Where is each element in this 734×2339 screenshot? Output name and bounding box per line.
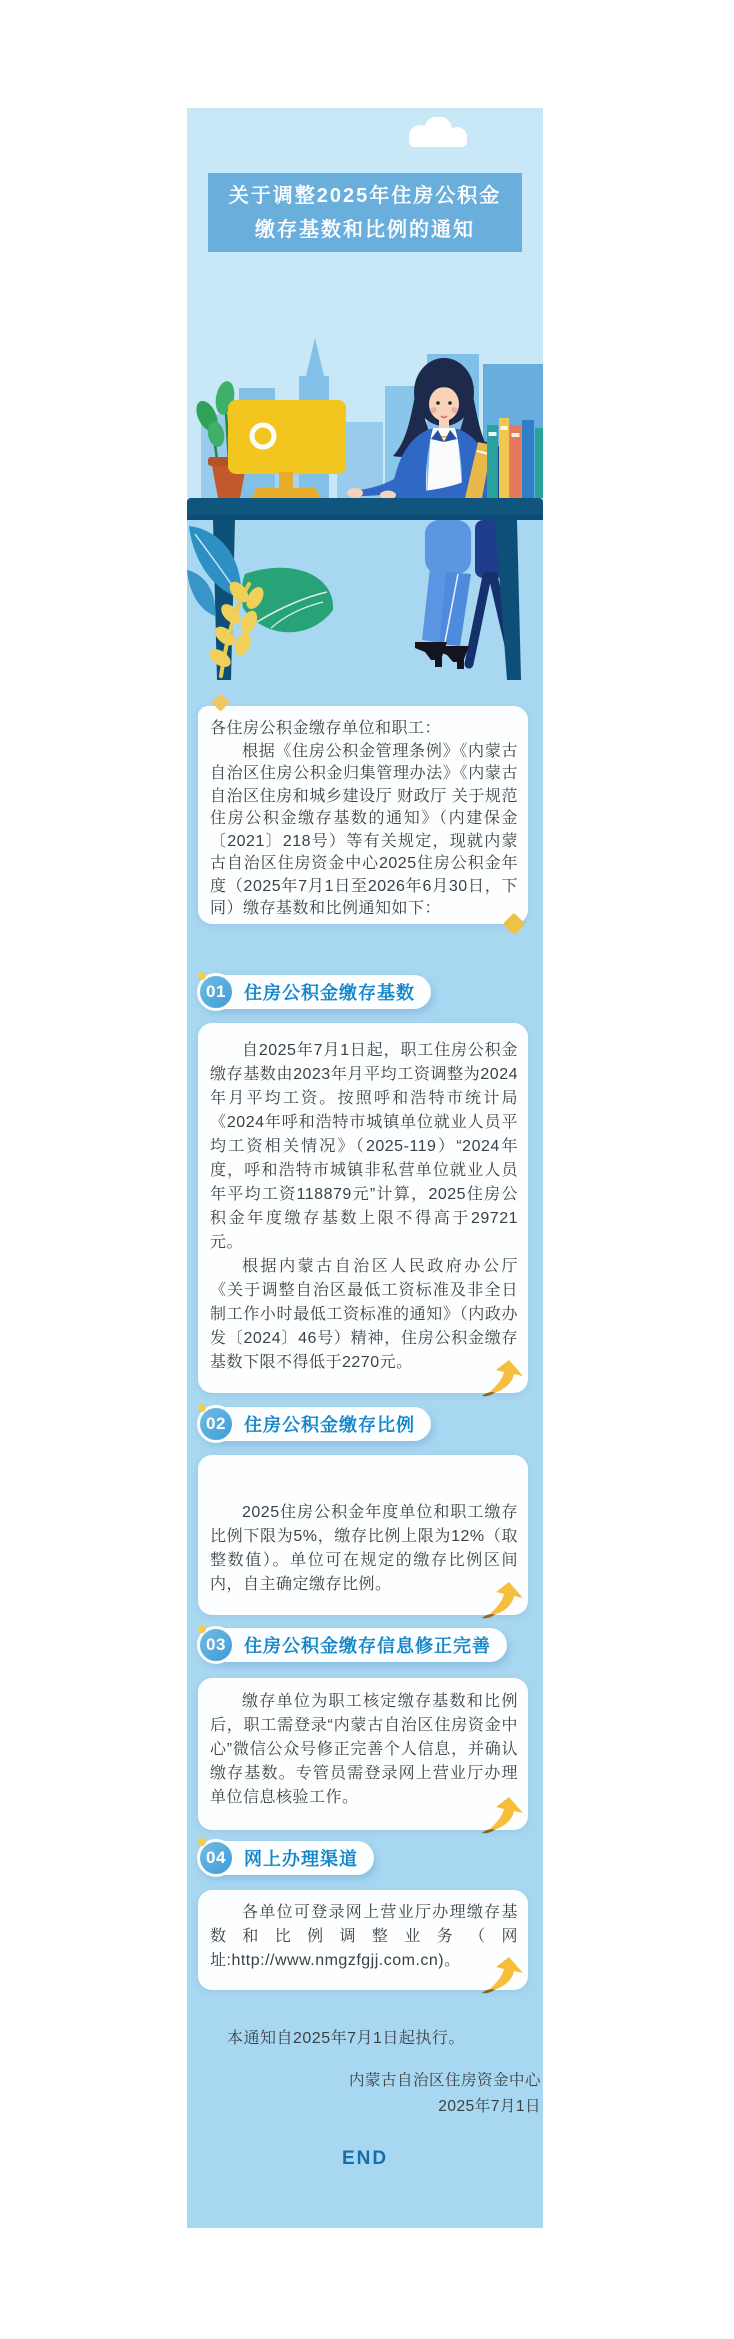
signature-block [187, 2068, 543, 2120]
title-line-2: 缴存基数和比例的通知 [255, 218, 475, 241]
section-04-badge [197, 1839, 235, 1877]
section-01-title: 住房公积金缴存基数 [244, 983, 415, 1003]
section-03-header [198, 1628, 507, 1662]
intro-card [198, 706, 528, 924]
cloud-icon [400, 117, 480, 149]
section-01-header [198, 975, 431, 1009]
gold-dot-icon [198, 972, 206, 980]
section-04-title: 网上办理渠道 [244, 1849, 358, 1869]
poster-column [187, 108, 543, 2228]
intro-salutation: 各住房公积金缴存单位和职工： [210, 720, 442, 737]
section-04-header [198, 1841, 374, 1875]
title-banner [208, 173, 522, 252]
end-label: END [341, 2148, 389, 2169]
arrow-up-icon [478, 1358, 524, 1398]
issuing-authority: 内蒙古自治区住房资金中心 [348, 2072, 541, 2089]
section-03-number: 03 [206, 1635, 226, 1654]
section-01-para-1: 自2025年7月1日起，职工住房公积金缴存基数由2023年月平均工资调整为2024年月平均工资。按照呼和浩特市统计局《2024年呼和浩特市城镇单位就业人员平均工资相关情况》（2025-119）“2024年度，呼和浩特市城镇非私营单位就业人员年平均工资118879元”计算，2025住房公积金年度缴存基数上限不得高于29721元。 [210, 1042, 518, 1251]
section-02-title: 住房公积金缴存比例 [244, 1415, 415, 1435]
effective-date-line: 本通知自2025年7月1日起执行。 [227, 2030, 465, 2047]
section-03-title: 住房公积金缴存信息修正完善 [244, 1636, 491, 1656]
gold-dot-icon [198, 1625, 206, 1633]
section-04-number: 04 [206, 1848, 226, 1867]
office-illustration [187, 330, 543, 680]
gold-dot-icon [198, 1404, 206, 1412]
leaves-icon [187, 526, 333, 676]
arrow-up-icon [478, 1580, 524, 1620]
section-01-badge [197, 973, 235, 1011]
arrow-up-icon [478, 1955, 524, 1995]
section-02-card [198, 1455, 528, 1615]
section-04-para-1: 各单位可登录网上营业厅办理缴存基数和比例调整业务（网址:http://www.nmgzfgjj.com.cn)。 [210, 1904, 518, 1969]
section-02-number: 02 [206, 1414, 226, 1433]
section-03-card [198, 1678, 528, 1830]
section-04-card [198, 1890, 528, 1990]
title-line-1: 关于调整2025年住房公积金 [228, 184, 502, 207]
section-02-badge [197, 1405, 235, 1443]
section-02-para-1: 2025住房公积金年度单位和职工缴存比例下限为5%，缴存比例上限为12%（取整数值）。单位可在规定的缴存比例区间内，自主确定缴存比例。 [210, 1504, 518, 1593]
section-01-card [198, 1023, 528, 1393]
intro-body: 根据《住房公积金管理条例》《内蒙古自治区住房公积金归集管理办法》《内蒙古自治区住房和城乡建设厅 财政厅 关于规范住房公积金缴存基数的通知》（内建保金〔2021〕218号）等有关规定，现就内蒙古自治区住房资金中心2025住房公积金年度（2025年7月1日至2026年6月30日，下同）缴存基数和比例通知如下： [210, 742, 518, 917]
issue-date: 2025年7月1日 [438, 2098, 541, 2115]
section-03-para-1: 缴存单位为职工核定缴存基数和比例后，职工需登录“内蒙古自治区住房资金中心”微信公众号修正完善个人信息，并确认缴存基数。专管员需登录网上营业厅办理单位信息核验工作。 [210, 1693, 518, 1806]
gold-dot-icon [198, 1838, 206, 1846]
section-01-para-2: 根据内蒙古自治区人民政府办公厅《关于调整自治区最低工资标准及非全日制工作小时最低工资标准的通知》（内政办发〔2024〕46号）精神，住房公积金缴存基数下限不得低于2270元。 [210, 1258, 518, 1371]
arrow-up-icon [478, 1795, 524, 1835]
section-01-number: 01 [206, 982, 226, 1001]
section-03-badge [197, 1626, 235, 1664]
section-02-header [198, 1407, 431, 1441]
